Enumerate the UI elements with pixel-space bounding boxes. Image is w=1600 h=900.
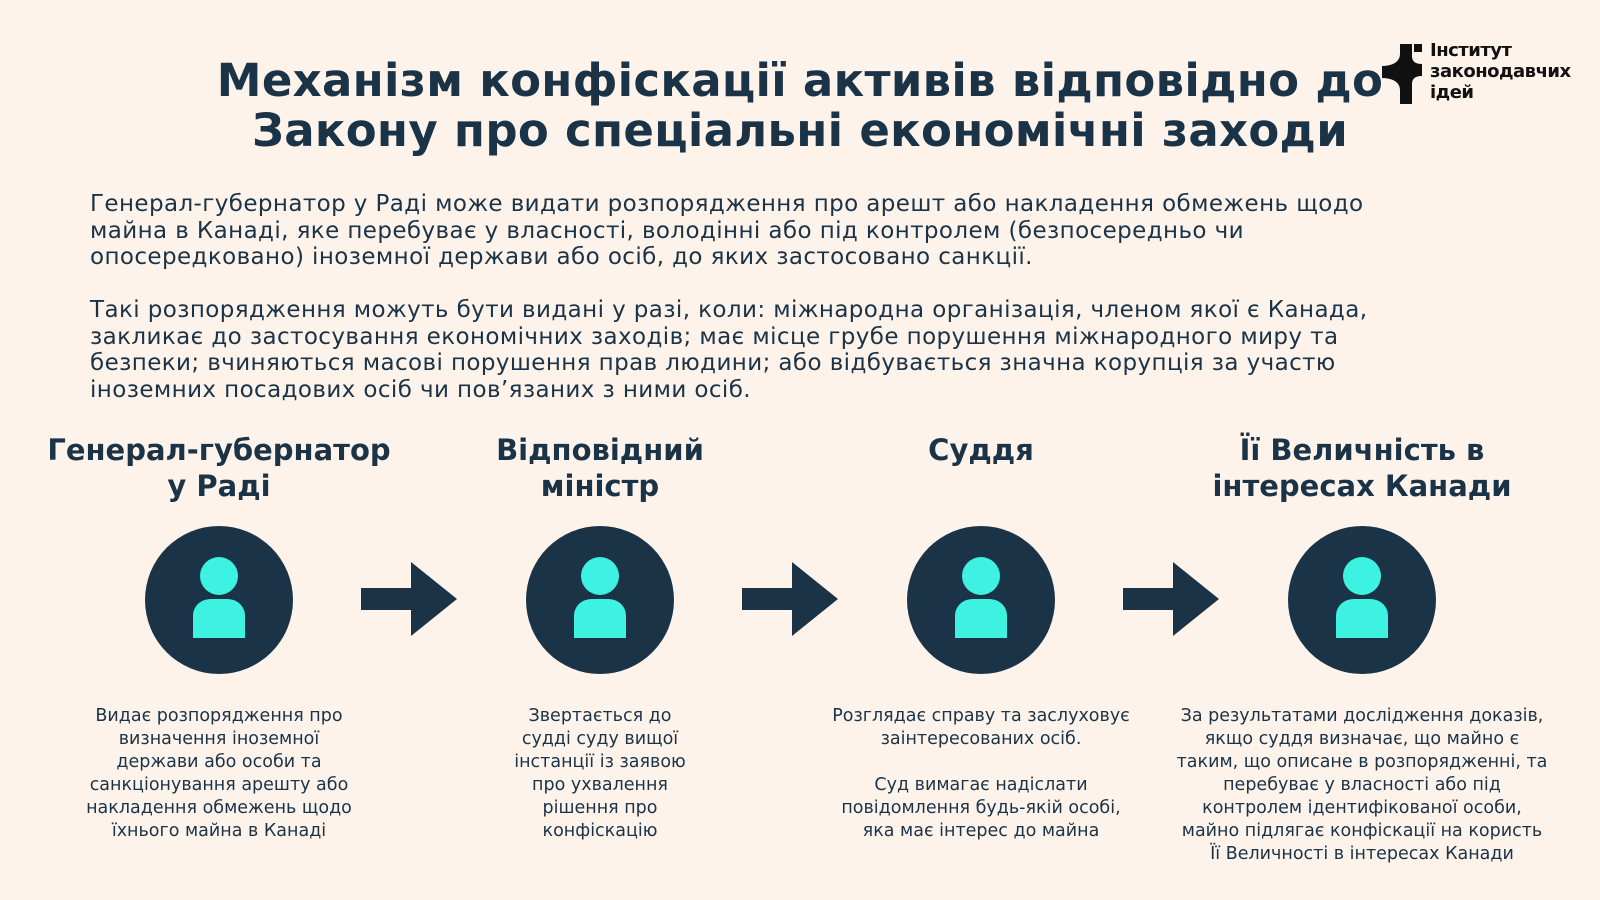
step-title-line: міністр [540,469,660,503]
desc-line: визначення іноземної [118,729,320,749]
arrow-right-icon [1123,562,1221,636]
desc-line: Видає розпорядження про [95,706,343,726]
step-title-minister [400,432,800,504]
title-line: Механізм конфіскації активів відповідно до [216,54,1384,107]
desc-line: рішення про [542,798,658,818]
desc-line: якщо суддя визначає, що майно є [1204,729,1520,749]
desc-line: За результатами дослідження доказів, [1180,706,1544,726]
logo-line: законодавчих [1430,61,1571,82]
desc-line: Звертається до [528,706,672,726]
person-icon [145,526,293,674]
desc-line: про ухвалення [532,775,668,795]
logo-line: Інститут [1430,40,1512,61]
desc-line: накладення обмежень щодо [86,798,352,818]
desc-line: яка має інтерес до майна [862,821,1100,841]
desc-line: санкціонування арешту або [89,775,349,795]
desc-line: конфіскацію [542,821,658,841]
desc-line: майно підлягає конфіскації на користь [1181,821,1543,841]
desc-line: Розглядає справу та заслуховує [832,706,1130,726]
step-title-line: у Раді [167,469,271,503]
step-title-judge [781,432,1181,468]
text-line: Генерал-губернатор у Раді може видати розпорядження про арешт або накладення обмежень щодо [90,191,1364,217]
step-title-line: Суддя [928,433,1034,467]
desc-line: Її Величності в інтересах Канади [1210,844,1514,864]
step-desc-governor [19,705,419,843]
desc-line: таким, що описане в розпорядженні, та [1176,752,1548,772]
desc-line: Суд вимагає надіслати [874,775,1088,795]
desc-line: судді суду вищої [521,729,679,749]
logo-text [1430,40,1571,103]
step-desc-minister [400,705,800,843]
desc-line: їхнього майна в Канаді [111,821,327,841]
step-title-governor [19,432,419,504]
text-line: безпеки; вчиняються масові порушення прав людини; або відбувається значна корупція за участю [90,350,1336,376]
page-title [180,56,1420,156]
institute-logo [1378,40,1578,110]
arrow-right-icon [742,562,840,636]
step-circle-minister [526,526,674,674]
person-icon [907,526,1055,674]
intro-paragraph-2 [90,297,1530,403]
desc-line: інстанції із заявою [514,752,686,772]
desc-gap [781,751,1181,774]
intro-paragraph-1 [90,191,1530,271]
step-title-line: Її Величність в [1239,433,1485,467]
desc-line: заінтересованих осіб. [880,729,1082,749]
desc-line: перебуває у власності або під [1223,775,1501,795]
step-title-line: інтересах Канади [1212,469,1512,503]
step-title-line: Відповідний [496,433,704,467]
step-circle-judge [907,526,1055,674]
institute-logo-icon [1378,42,1426,106]
step-desc-majesty [1162,705,1562,866]
step-title-line: Генерал-губернатор [47,433,391,467]
desc-line: контролем ідентифікованої особи, [1202,798,1522,818]
step-desc-judge [781,705,1181,843]
text-line: закликає до застосування економічних заходів; має місце грубе порушення міжнародного миру та [90,323,1339,350]
step-circle-governor [145,526,293,674]
logo-line: ідей [1430,82,1474,103]
desc-line: держави або особи та [116,752,322,772]
text-line: Такі розпорядження можуть бути видані у разі, коли: міжнародна організація, членом якої є Канада, [90,297,1368,323]
desc-line: повідомлення будь-якій особі, [841,798,1121,818]
text-line: опосередковано) іноземної держави або осіб, до яких застосовано санкції. [90,244,1033,270]
person-icon [1288,526,1436,674]
arrow-right-icon [361,562,459,636]
text-line: іноземних посадових осіб чи пов’язаних з ними осіб. [90,376,752,403]
step-circle-majesty [1288,526,1436,674]
text-line: майна в Канаді, яке перебуває у власності, володінні або під контролем (безпосередньо чи [90,217,1244,244]
step-title-majesty [1162,432,1562,504]
person-icon [526,526,674,674]
title-line: Закону про спеціальні економічні заходи [251,104,1349,157]
